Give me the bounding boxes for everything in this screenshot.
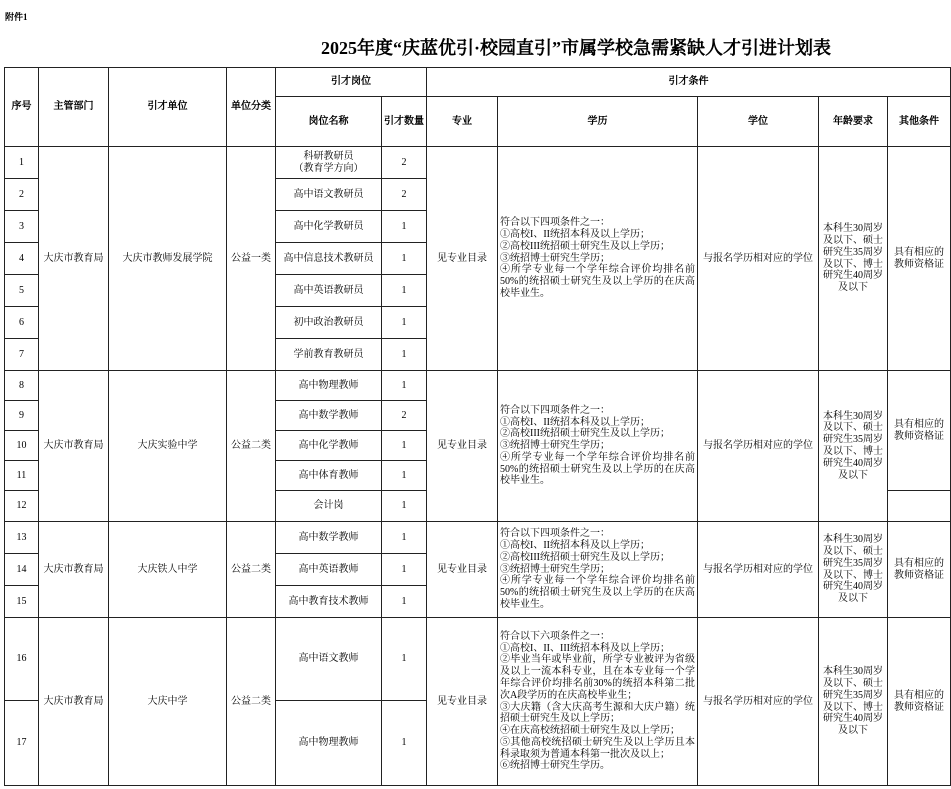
table-row bbox=[5, 522, 951, 554]
major-cell: 见专业目录 bbox=[427, 618, 498, 786]
dept-cell: 大庆市教育局 bbox=[39, 618, 109, 786]
post-name-cell: 高中化学教研员 bbox=[276, 211, 382, 243]
post-count-cell: 1 bbox=[382, 307, 427, 339]
education-line: 符合以下四项条件之一： bbox=[500, 528, 610, 540]
education-line: ③统招博士研究生学历； bbox=[500, 563, 610, 575]
education-line: 符合以下六项条件之一： bbox=[500, 630, 610, 642]
other-cell-empty bbox=[888, 491, 951, 522]
education-line: ②高校III统招硕士研究生及以上学历； bbox=[500, 428, 670, 440]
dept-cell: 大庆市教育局 bbox=[39, 522, 109, 618]
seq-cell: 13 bbox=[5, 522, 39, 554]
unit-cell: 大庆铁人中学 bbox=[109, 522, 227, 618]
post-name-cell: 高中化学教师 bbox=[276, 431, 382, 461]
post-count-cell: 1 bbox=[382, 618, 427, 701]
table-row bbox=[5, 147, 951, 179]
education-cell bbox=[498, 371, 698, 522]
education-line: ④所学专业每一个学年综合评价均排名前50%的统招硕士研究生及以上学历的在庆高校毕业生。 bbox=[500, 575, 695, 610]
post-name-cell: 高中英语教研员 bbox=[276, 275, 382, 307]
header-education: 学历 bbox=[498, 97, 698, 147]
post-count-cell: 2 bbox=[382, 401, 427, 431]
seq-cell: 10 bbox=[5, 431, 39, 461]
seq-cell: 14 bbox=[5, 554, 39, 586]
header-other: 其他条件 bbox=[888, 97, 951, 147]
header-major: 专业 bbox=[427, 97, 498, 147]
education-cell bbox=[498, 618, 698, 786]
age-cell: 本科生30周岁及以下、硕士研究生35周岁及以下、博士研究生40周岁及以下 bbox=[819, 618, 888, 786]
education-line: ③统招博士研究生学历； bbox=[500, 440, 610, 452]
seq-cell: 12 bbox=[5, 491, 39, 522]
post-count-cell: 1 bbox=[382, 431, 427, 461]
header-category: 单位分类 bbox=[227, 68, 276, 147]
education-line: ①高校I、II统招本科及以上学历； bbox=[500, 540, 650, 551]
education-line: ②高校III统招硕士研究生及以上学历； bbox=[500, 551, 670, 563]
post-name-cell: 高中物理教师 bbox=[276, 371, 382, 401]
post-count-cell: 1 bbox=[382, 586, 427, 618]
unit-cell: 大庆市教师发展学院 bbox=[109, 147, 227, 371]
header-unit: 引才单位 bbox=[109, 68, 227, 147]
seq-cell: 8 bbox=[5, 371, 39, 401]
education-line: ④所学专业每一个学年综合评价均排名前50%的统招硕士研究生及以上学历的在庆高校毕业生。 bbox=[500, 451, 695, 487]
dept-cell: 大庆市教育局 bbox=[39, 371, 109, 522]
category-cell: 公益二类 bbox=[227, 522, 276, 618]
post-count-cell: 1 bbox=[382, 554, 427, 586]
post-name-cell: 高中物理教师 bbox=[276, 701, 382, 786]
post-count-cell: 2 bbox=[382, 179, 427, 211]
seq-cell: 3 bbox=[5, 211, 39, 243]
education-line: ③统招博士研究生学历； bbox=[500, 252, 610, 264]
education-line: ⑥统招博士研究生学历。 bbox=[500, 760, 610, 772]
degree-cell: 与报名学历相对应的学位 bbox=[698, 522, 819, 618]
unit-cell: 大庆实验中学 bbox=[109, 371, 227, 522]
post-name-cell: 科研教研员 （教育学方向） bbox=[276, 147, 382, 179]
post-count-cell: 1 bbox=[382, 211, 427, 243]
post-name-cell: 学前教育教研员 bbox=[276, 339, 382, 371]
post-count-cell: 1 bbox=[382, 701, 427, 786]
header-dept: 主管部门 bbox=[39, 68, 109, 147]
other-cell: 具有相应的教师资格证 bbox=[888, 522, 951, 618]
degree-cell: 与报名学历相对应的学位 bbox=[698, 371, 819, 522]
post-count-cell: 2 bbox=[382, 147, 427, 179]
table-body bbox=[5, 147, 951, 786]
education-line: ⑤其他高校统招硕士研究生及以上学历且本科录取须为普通本科第一批次及以上； bbox=[500, 736, 695, 760]
seq-cell: 5 bbox=[5, 275, 39, 307]
post-name-cell: 高中英语教师 bbox=[276, 554, 382, 586]
seq-cell: 7 bbox=[5, 339, 39, 371]
post-name-cell: 高中体育教师 bbox=[276, 461, 382, 491]
seq-cell: 2 bbox=[5, 179, 39, 211]
post-count-cell: 1 bbox=[382, 339, 427, 371]
seq-cell: 15 bbox=[5, 586, 39, 618]
table-row bbox=[5, 618, 951, 701]
education-line: ①高校I、II统招本科及以上学历； bbox=[500, 229, 650, 240]
page-title: 2025年度“庆蓝优引·校园直引”市属学校急需紧缺人才引进计划表 bbox=[320, 38, 831, 58]
post-name-cell: 高中语文教研员 bbox=[276, 179, 382, 211]
post-name-cell: 初中政治教研员 bbox=[276, 307, 382, 339]
other-cell: 具有相应的教师资格证 bbox=[888, 618, 951, 786]
other-cell: 具有相应的教师资格证 bbox=[888, 371, 951, 491]
post-count-cell: 1 bbox=[382, 243, 427, 275]
other-cell: 具有相应的教师资格证 bbox=[888, 147, 951, 371]
major-cell: 见专业目录 bbox=[427, 522, 498, 618]
post-name-cell: 高中教育技术教师 bbox=[276, 586, 382, 618]
dept-cell: 大庆市教育局 bbox=[39, 147, 109, 371]
education-line: ③大庆籍（含大庆高考生源和大庆户籍）统招硕士研究生及以上学历； bbox=[500, 701, 695, 725]
education-line: 符合以下四项条件之一： bbox=[500, 217, 610, 229]
header-seq: 序号 bbox=[5, 68, 39, 147]
header-post-group: 引才岗位 bbox=[276, 68, 427, 97]
education-line: ④在庆高校统招硕士研究生及以上学历； bbox=[500, 725, 680, 737]
header-post-name: 岗位名称 bbox=[276, 97, 382, 147]
table-header bbox=[5, 68, 951, 147]
post-count-cell: 1 bbox=[382, 371, 427, 401]
unit-cell: 大庆中学 bbox=[109, 618, 227, 786]
post-count-cell: 1 bbox=[382, 275, 427, 307]
post-name-cell: 会计岗 bbox=[276, 491, 382, 522]
major-cell: 见专业目录 bbox=[427, 371, 498, 522]
category-cell: 公益二类 bbox=[227, 618, 276, 786]
post-name-cell: 高中信息技术教研员 bbox=[276, 243, 382, 275]
category-cell: 公益一类 bbox=[227, 147, 276, 371]
degree-cell: 与报名学历相对应的学位 bbox=[698, 618, 819, 786]
recruitment-plan-table bbox=[4, 67, 951, 786]
post-name-cell: 高中数学教师 bbox=[276, 522, 382, 554]
age-cell: 本科生30周岁及以下、硕士研究生35周岁及以下、博士研究生40周岁及以下 bbox=[819, 147, 888, 371]
education-line: ①高校I、II统招本科及以上学历； bbox=[500, 416, 650, 428]
post-name-cell: 高中数学教师 bbox=[276, 401, 382, 431]
header-age: 年龄要求 bbox=[819, 97, 888, 147]
major-cell: 见专业目录 bbox=[427, 147, 498, 371]
header-post-count: 引才数量 bbox=[382, 97, 427, 147]
post-name-cell: 高中语文教师 bbox=[276, 618, 382, 701]
education-line: ②毕业当年或毕业前，所学专业被评为省级及以上一流本科专业，且在本专业每一个学年综合评价均排名前30%的统招本科第二批次A段学历的在庆高校毕业生； bbox=[500, 654, 695, 701]
table-row bbox=[5, 371, 951, 401]
seq-cell: 11 bbox=[5, 461, 39, 491]
age-cell: 本科生30周岁及以下、硕士研究生35周岁及以下、博士研究生40周岁及以下 bbox=[819, 371, 888, 522]
header-condition-group: 引才条件 bbox=[427, 68, 951, 97]
education-line: ④所学专业每一个学年综合评价均排名前50%的统招硕士研究生及以上学历的在庆高校毕业生。 bbox=[500, 264, 695, 299]
post-count-cell: 1 bbox=[382, 491, 427, 522]
seq-cell: 1 bbox=[5, 147, 39, 179]
category-cell: 公益二类 bbox=[227, 371, 276, 522]
seq-cell: 9 bbox=[5, 401, 39, 431]
post-count-cell: 1 bbox=[382, 461, 427, 491]
education-cell bbox=[498, 522, 698, 618]
education-line: 符合以下四项条件之一： bbox=[500, 404, 610, 416]
age-cell: 本科生30周岁及以下、硕士研究生35周岁及以下、博士研究生40周岁及以下 bbox=[819, 522, 888, 618]
header-degree: 学位 bbox=[698, 97, 819, 147]
seq-cell: 4 bbox=[5, 243, 39, 275]
header-row-1 bbox=[5, 68, 951, 97]
education-line: ②高校III统招硕士研究生及以上学历； bbox=[500, 240, 670, 252]
seq-cell: 6 bbox=[5, 307, 39, 339]
degree-cell: 与报名学历相对应的学位 bbox=[698, 147, 819, 371]
education-line: ①高校I、II、III统招本科及以上学历； bbox=[500, 642, 670, 654]
post-count-cell: 1 bbox=[382, 522, 427, 554]
attachment-label: 附件1 bbox=[5, 12, 28, 22]
education-cell bbox=[498, 147, 698, 371]
seq-cell: 16 bbox=[5, 618, 39, 701]
seq-cell: 17 bbox=[5, 701, 39, 786]
